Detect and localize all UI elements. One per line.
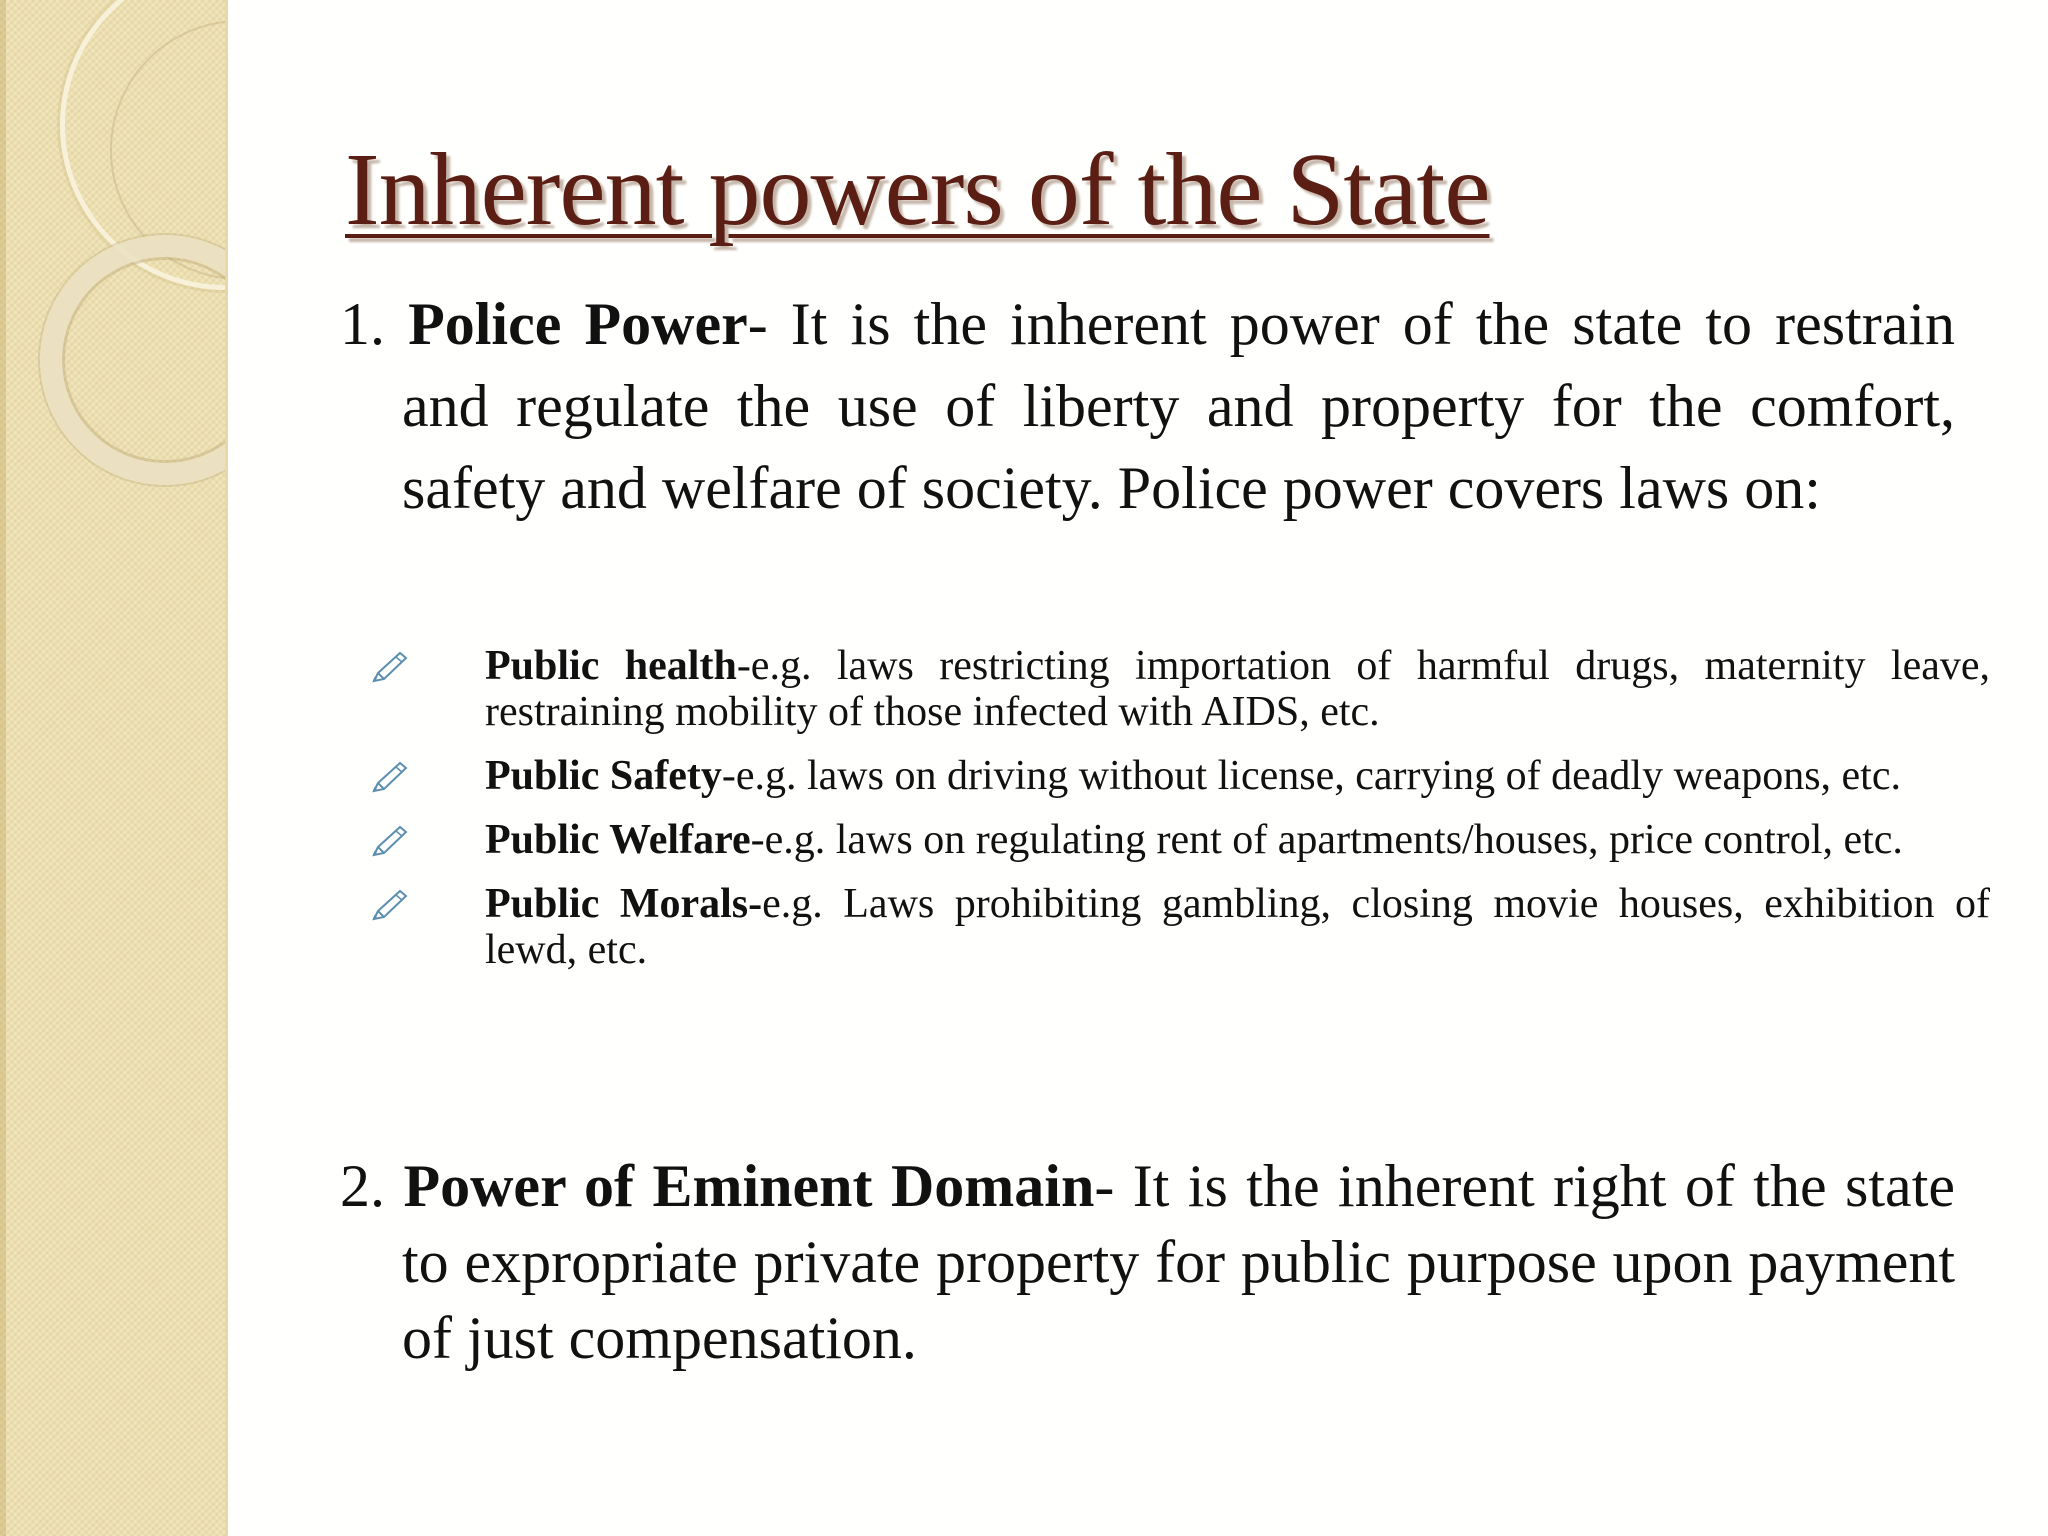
bullet-text: -e.g. laws on driving without license, carrying of deadly weapons, etc. — [721, 753, 1901, 799]
police-power-laws-list — [365, 643, 1990, 991]
police-power-number: 1. — [340, 291, 385, 357]
sidebar-edge-line — [0, 0, 6, 1536]
list-item-public-health — [365, 643, 1990, 735]
eminent-domain-heading: Power of Eminent Domain — [403, 1153, 1095, 1219]
pen-icon — [370, 823, 410, 859]
bullet-text: -e.g. laws restricting importation of harmful drugs, maternity leave, restraining mobility of those infected with AIDS, etc. — [485, 643, 1990, 735]
bullet-text: -e.g. laws on regulating rent of apartments/houses, price control, etc. — [750, 817, 1903, 863]
pen-icon — [370, 649, 410, 685]
bullet-label: Public Safety — [485, 753, 722, 799]
list-item-public-morals — [365, 881, 1990, 973]
police-power-paragraph — [340, 283, 1955, 529]
police-power-heading: Police Power — [408, 291, 748, 357]
bullet-label: Public Morals- — [485, 881, 763, 927]
decorative-ring-bottom — [40, 235, 228, 485]
eminent-domain-text: - It is the inherent right of the state to expropriate private property for public purpose upon payment of just compensation. — [402, 1153, 1955, 1371]
list-item-public-safety — [365, 753, 1990, 799]
list-item-public-welfare — [365, 817, 1990, 863]
bullet-label: Public Welfare — [485, 817, 751, 863]
decorative-sidebar — [0, 0, 228, 1536]
eminent-domain-paragraph — [340, 1148, 1955, 1376]
pen-icon — [370, 759, 410, 795]
pen-icon — [370, 887, 410, 923]
police-power-text: - It is the inherent power of the state to restrain and regulate the use of liberty and property for the comfort, safety and welfare of society. Police power covers laws on: — [402, 291, 1956, 521]
eminent-domain-number: 2. — [340, 1153, 385, 1219]
bullet-label: Public health — [485, 643, 737, 689]
bullet-text: e.g. Laws prohibiting gambling, closing movie houses, exhibition of lewd, etc. — [485, 881, 1990, 973]
slide-title: Inherent powers of the State — [345, 132, 1490, 247]
